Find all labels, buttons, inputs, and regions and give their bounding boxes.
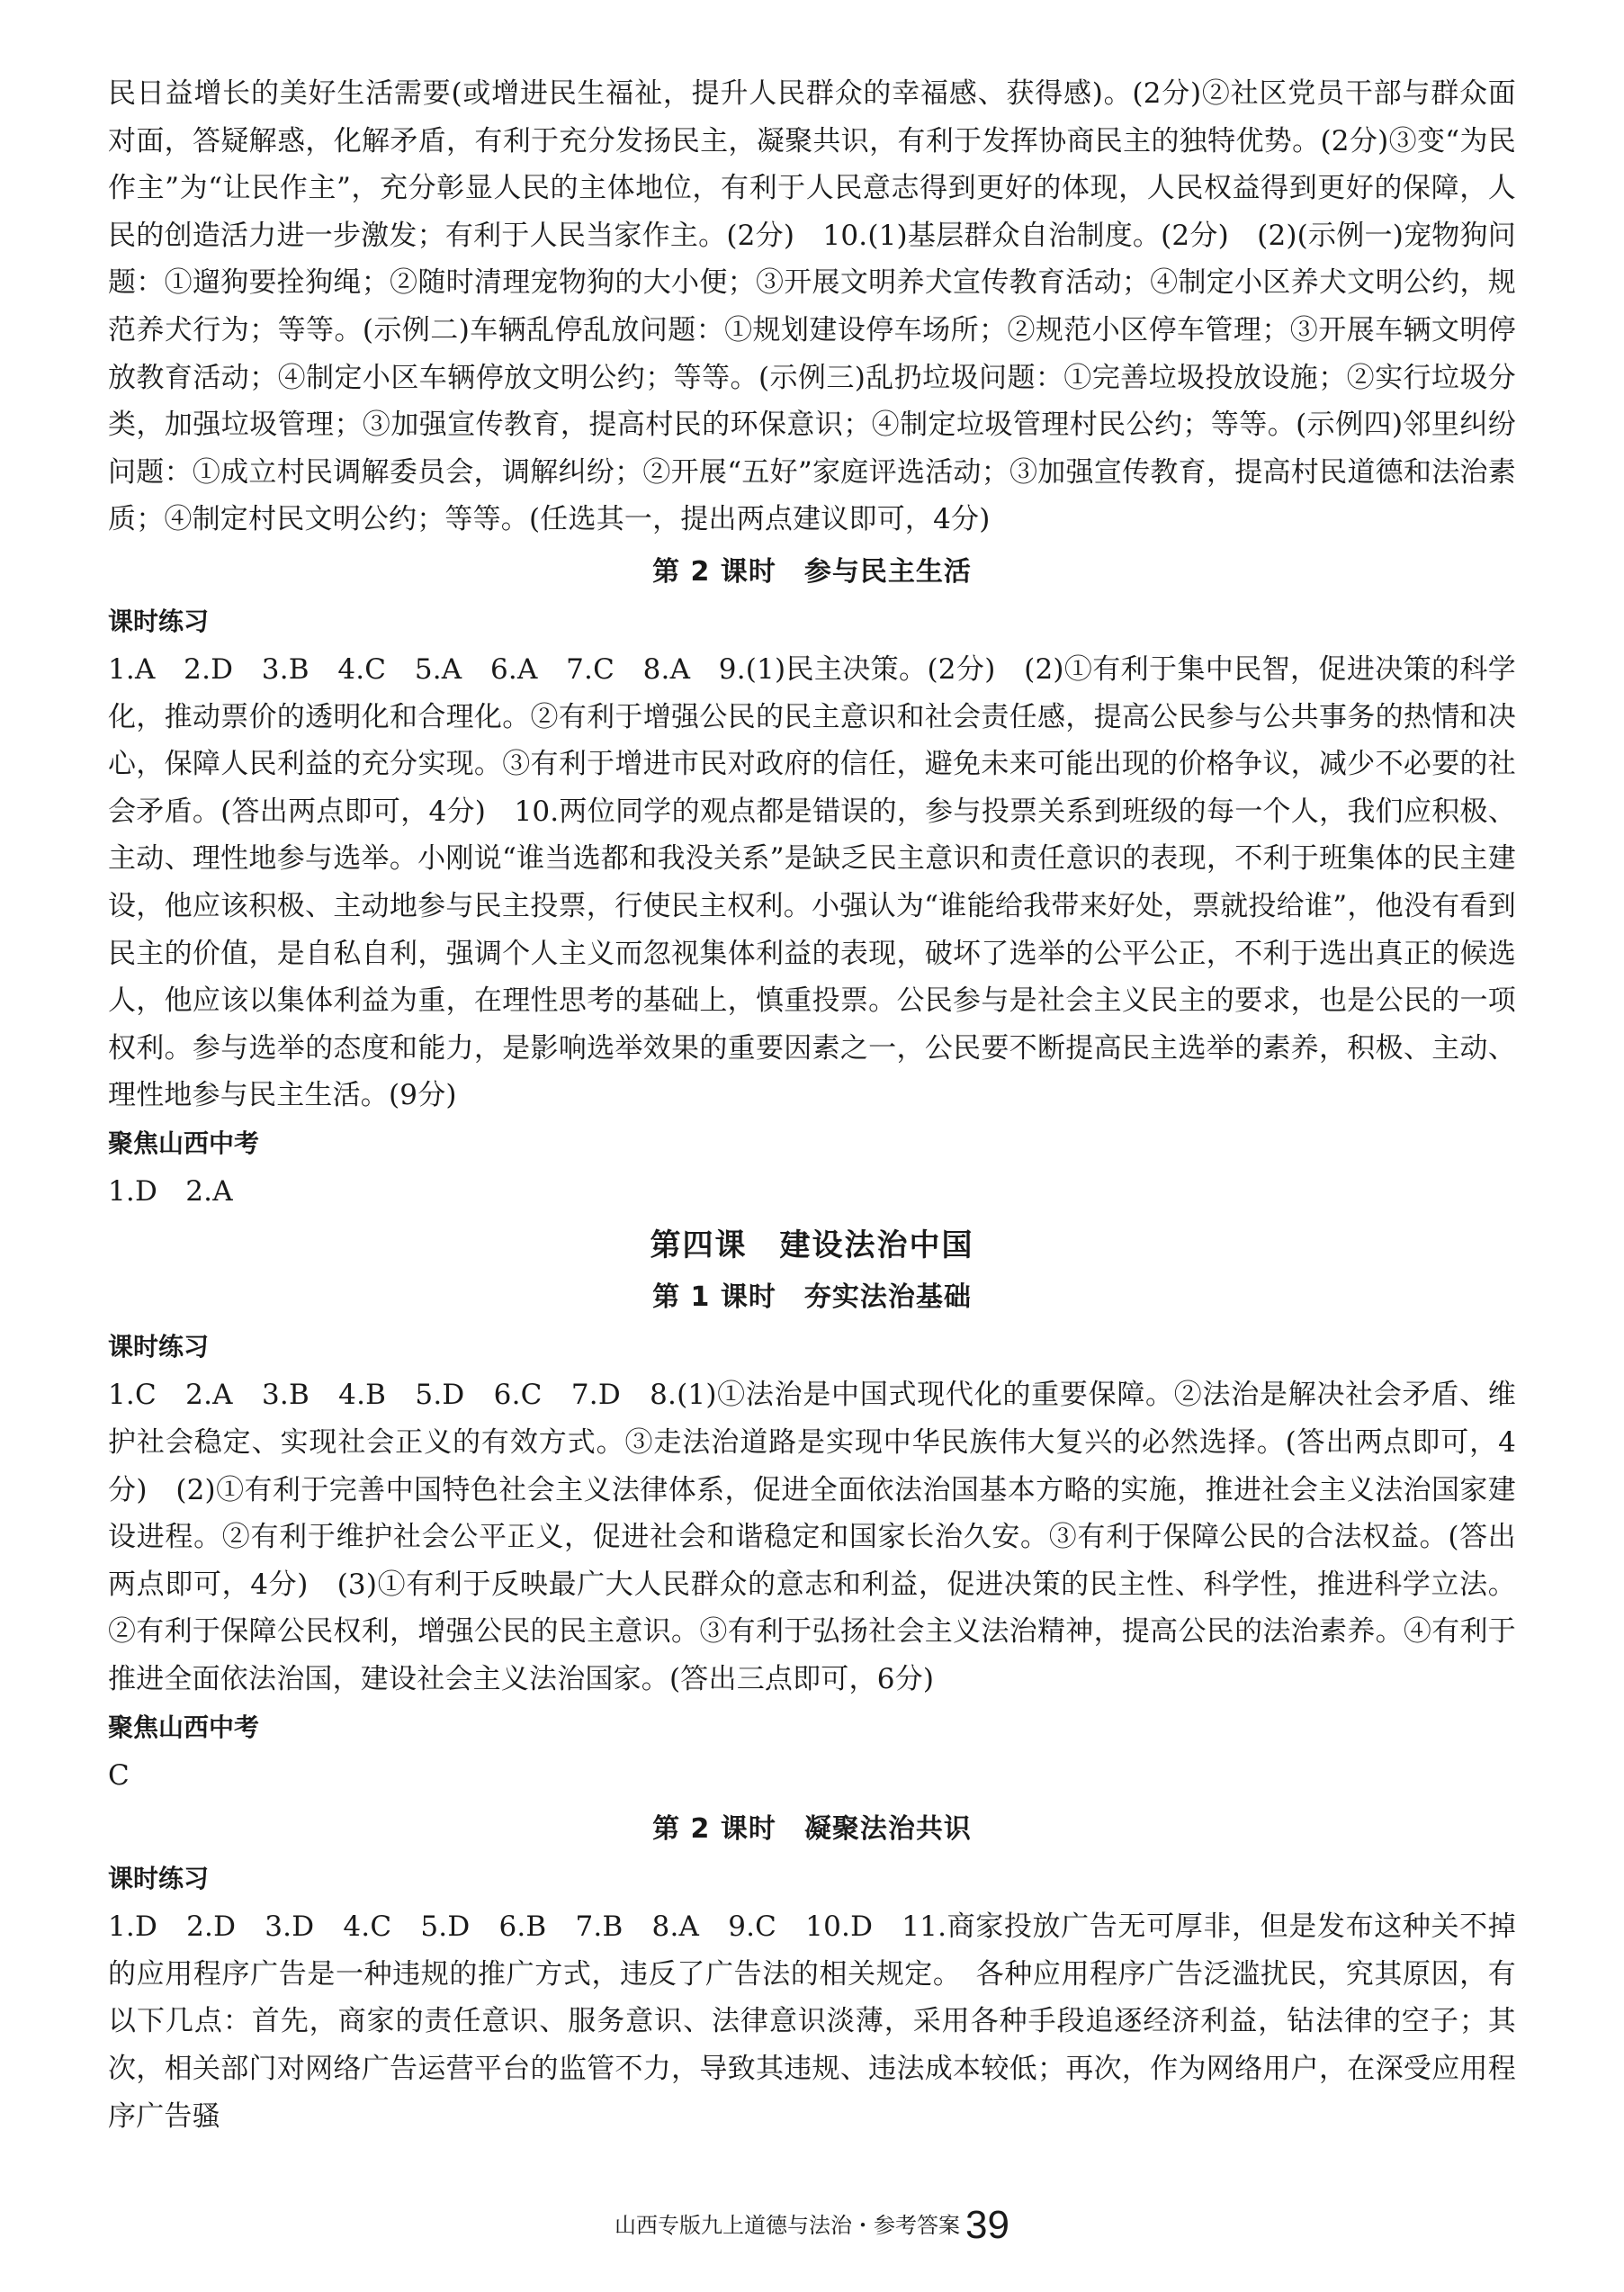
footer-text: 山西专版九上道德与法治・参考答案 xyxy=(615,2213,961,2238)
section-label: 聚焦山西中考 xyxy=(108,1128,260,1158)
section-title: 第 2 课时 凝聚法治共识 xyxy=(652,1813,972,1846)
section-title: 第 2 课时 参与民主生活 xyxy=(652,555,972,588)
section-label: 课时练习 xyxy=(108,606,210,636)
answer-paragraph-continued: 民日益增长的美好生活需要(或增进民生福祉，提升人民群众的幸福感、获得感)。(2分)②社区党员干部与群众面对面，答疑解惑，化解矛盾，有利于充分发扬民主，凝聚共识，有利于发挥协商民主的独特优势。(2分)③变“为民作主”为“让民作主”，充分彰显人民的主体地位，有利于人民意志得到更好的体现，人民权益得到更好的保障，人民的创造活力进一步激发；有利于人民当家作主。(2分) 10.(1)基层群众自治制度。(2分) (2)(示例一)宠物狗问题：①遛狗要拴狗绳；②随时清理宠物狗的大小便；③开展文明养犬宣传教育活动；④制定小区养犬文明公约，规范养犬行为；等等。(示例二)车辆乱停乱放问题：①规划建设停车场所；②规范小区停车管理；③开展车辆文明停放教育活动；④制定小区车辆停放文明公约；等等。(示例三)乱扔垃圾问题：①完善垃圾投放设施；②实行垃圾分类，加强垃圾管理；③加强宣传教育，提高村民的环保意识；④制定垃圾管理村民公约；等等。(示例四)邻里纠纷问题：①成立村民调解委员会，调解纠纷；②开展“五好”家庭评选活动；③加强宣传教育，提高村民道德和法治素质；④制定村民文明公约；等等。(任选其一，提出两点建议即可，4分) xyxy=(108,77,1516,536)
section-title: 第 1 课时 夯实法治基础 xyxy=(652,1281,972,1314)
page-number: 39 xyxy=(965,2203,1009,2247)
page-footer xyxy=(0,2203,1624,2248)
answer-paragraph: 1.D 2.D 3.D 4.C 5.D 6.B 7.B 8.A 9.C 10.D 11.商家投放广告无可厚非，但是发布这种关不掉的应用程序广告是一种违规的推广方式，违反了广告法的相关规定。 各种应用程序广告泛滥扰民，究其原因，有以下几点：首先，商家的责任意识、服务意识、法律意识淡薄，采用各种手段追逐经济利益，钻法律的空子；其次，相关部门对网络广告运营平台的监管不力，导致其违规、违法成本较低；再次，作为网络用户，在深受应用程序广告骚 xyxy=(108,1910,1516,2133)
answer-paragraph: 1.A 2.D 3.B 4.C 5.A 6.A 7.C 8.A 9.(1)民主决策。(2分) (2)①有利于集中民智，促进决策的科学化，推动票价的透明化和合理化。②有利于增强公民的民主意识和社会责任感，提高公民参与公共事务的热情和决心，保障人民利益的充分实现。③有利于增进市民对政府的信任，避免未来可能出现的价格争议，减少不必要的社会矛盾。(答出两点即可，4分) 10.两位同学的观点都是错误的，参与投票关系到班级的每一个人，我们应积极、主动、理性地参与选举。小刚说“谁当选都和我没关系”是缺乏民主意识和责任意识的表现，不利于班集体的民主建设，他应该积极、主动地参与民主投票，行使民主权利。小强认为“谁能给我带来好处，票就投给谁”，他没有看到民主的价值，是自私自利，强调个人主义而忽视集体利益的表现，破坏了选举的公平公正，不利于选出真正的候选人，他应该以集体利益为重，在理性思考的基础上，慎重投票。公民参与是社会主义民主的要求，也是公民的一项权利。参与选举的态度和能力，是影响选举效果的重要因素之一，公民要不断提高民主选举的素养，积极、主动、理性地参与民主生活。(9分) xyxy=(108,652,1516,1112)
answer-paragraph: C xyxy=(108,1758,130,1792)
section-label: 课时练习 xyxy=(108,1864,210,1894)
answer-paragraph: 1.D 2.A xyxy=(108,1174,233,1208)
section-label: 聚焦山西中考 xyxy=(108,1712,260,1742)
section-label: 课时练习 xyxy=(108,1332,210,1362)
lesson-title: 第四课 建设法治中国 xyxy=(650,1227,974,1264)
answer-paragraph: 1.C 2.A 3.B 4.B 5.D 6.C 7.D 8.(1)①法治是中国式现代化的重要保障。②法治是解决社会矛盾、维护社会稳定、实现社会正义的有效方式。③走法治道路是实现中华民族伟大复兴的必然选择。(答出两点即可，4分) (2)①有利于完善中国特色社会主义法律体系，促进全面依法治国基本方略的实施，推进社会主义法治国家建设进程。②有利于维护社会公平正义，促进社会和谐稳定和国家长治久安。③有利于保障公民的合法权益。(答出两点即可，4分) (3)①有利于反映最广大人民群众的意志和利益，促进决策的民主性、科学性，推进科学立法。②有利于保障公民权利，增强公民的民主意识。③有利于弘扬社会主义法治精神，提高公民的法治素养。④有利于推进全面依法治国，建设社会主义法治国家。(答出三点即可，6分) xyxy=(108,1379,1516,1696)
answer-page xyxy=(108,70,1516,2140)
